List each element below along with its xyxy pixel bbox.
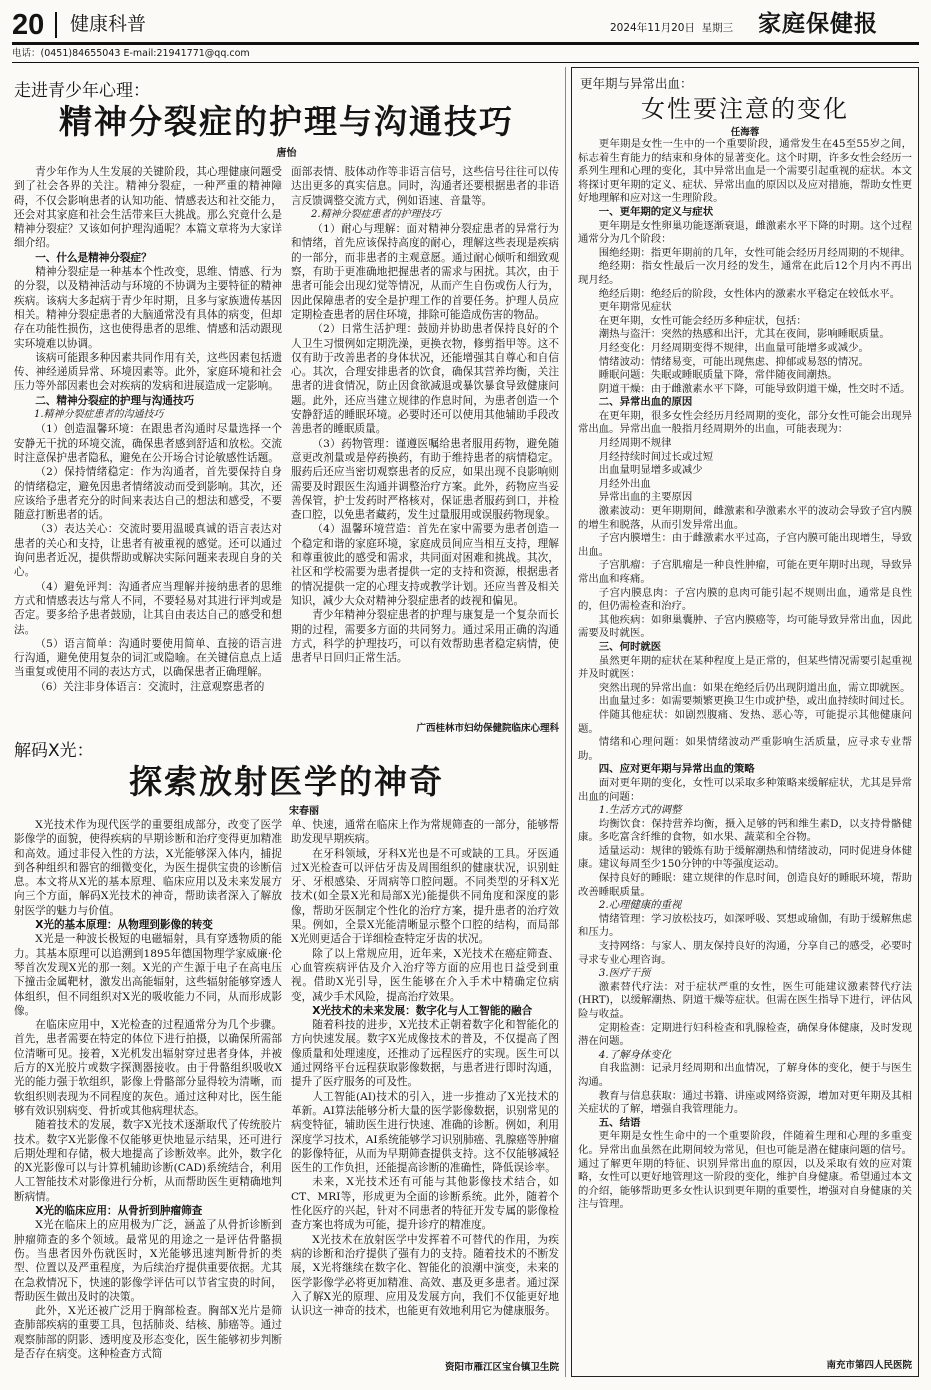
paragraph: 更年期是女性一生中的一个重要阶段，通常发生在45至55岁之间，标志着生育能力的结束和身体的显著变化。这个时期，许多女性会经历一系列生理和心理的变化，其中异常出血是一个需要引起重视的症状。本文将探讨更年期的定义、症状、异常出血的原因以及应对措施，帮助女性更好地理解和应对这一生理阶段。: [578, 138, 912, 205]
article2-title: 探索放射医学的神奇: [129, 762, 444, 801]
contact-line: 电话：(0451)84655043 E-mail:21941771@qq.com: [12, 48, 250, 59]
paragraph: 其他疾病：如卵巢囊肿、子宫内膜癌等，均可能导致异常出血，因此需要及时就医。: [578, 613, 912, 640]
paragraph-continued: 面部表情、肢体动作等非语言信号，这些信号往往可以传达出更多的真实信息。同时，沟通者还要根据患者的非语言反馈调整交流方式，例如语速、音量等。: [291, 166, 559, 207]
article2-kicker: 解码X光：: [14, 741, 94, 761]
column-divider: [565, 67, 566, 1377]
paragraph: 月经变化：月经周期变得不规律，出血量可能增多或减少。: [598, 341, 869, 354]
paragraph: 教育与信息获取：通过书籍、讲座或网络资源，增加对更年期及其相关症状的了解，增强自我管理能力。: [578, 1089, 912, 1116]
section-heading: 三、何时就医: [598, 640, 662, 653]
paragraph: X光是一种波长极短的电磁辐射，具有穿透物质的能力。其基本原理可以追溯到1895年德国物理学家威廉·伦琴首次发现X光的那一刻。X光的产生源于电子在高电压下撞击金属靶材，激发出高能辐射，这些辐射能够穿透人体组织，但不同组织对X光的吸收能力不同，从而形成影像。: [14, 933, 282, 1017]
subsection-heading: 1.生活方式的调整: [598, 804, 682, 817]
header-divider: [55, 12, 57, 38]
paragraph: 月经周期不规律: [598, 437, 672, 450]
paragraph: 出血量明显增多或减少: [598, 464, 703, 477]
paragraph: 青少年精神分裂症患者的护理与康复是一个复杂而长期的过程，需要多方面的共同努力。通过采用正确的沟通方式，科学的护理技巧，可以有效帮助患者稳定病情，使患者早日回归正常生活。: [291, 609, 559, 665]
paragraph: （6）关注非身体语言：交流时，注意观察患者的: [35, 680, 265, 693]
article2-author: 宋春丽: [289, 806, 319, 817]
paragraph: 在更年期，女性可能会经历多种症状，包括：: [598, 314, 807, 327]
paragraph: （3）表达关心：交流时要用温暖真诚的语言表达对患者的关心和支持，让患者有被重视的感觉。还可以通过询问患者近况，提供帮助或解决实际问题来表现自身的关心。: [14, 523, 282, 579]
article1-column-2: [291, 165, 559, 725]
paragraph: 支持网络：与家人、朋友保持良好的沟通，分享自己的感受，必要时寻求专业心理咨询。: [578, 940, 912, 966]
article2-source: 资阳市雁江区宝台镇卫生院: [444, 1362, 559, 1373]
article3-source: 南充市第四人民医院: [826, 1360, 912, 1371]
paragraph: 定期检查：定期进行妇科检查和乳腺检查，确保身体健康，及时发现潜在问题。: [578, 1021, 912, 1048]
paragraph: （2）日常生活护理：鼓励并协助患者保持良好的个人卫生习惯例如定期洗澡，更换衣物，修剪指甲等。这不仅有助于改善患者的身体状况，还能增强其自尊心和自信心。其次，合理安排患者的饮食，确保其营养均衡，关注患者的进食情况，防止因食欲减退或暴饮暴食导致健康问题。此外，还应当建立规律的作息时间，为患者创造一个安静舒适的睡眠环境。必要时还可以使用其他辅助手段改善患者的睡眠质量。: [291, 323, 559, 436]
paragraph: X光在临床上的应用极为广泛，涵盖了从骨折诊断到肿瘤筛查的多个领域。最常见的用途之一是评估骨骼损伤。当患者因外伤就医时，X光能够迅速判断骨折的类型、位置以及严重程度，为后续治疗提供重要依据。尤其在急救情况下，快速的影像学评估可以节省宝贵的时间，帮助医生做出及时的决策。: [14, 1219, 282, 1303]
paragraph: 该病可能跟多种因素共同作用有关，这些因素包括遗传、神经递质异常、环境因素等。此外，家庭环境和社会压力等外部因素也会对疾病的发病和进展造成一定影响。: [14, 351, 282, 393]
paragraph: 月经持续时间过长或过短: [598, 450, 714, 463]
paragraph: 面对更年期的变化，女性可以采取多种策略来缓解症状，尤其是异常出血的问题：: [578, 776, 912, 803]
section-heading: X光技术的未来发展：数字化与人工智能的融合: [312, 1004, 533, 1017]
article3-author: 任海蓉: [730, 127, 760, 138]
paragraph: （1）创造温馨环境：在跟患者沟通时尽量选择一个安静无干扰的环境交流，确保患者感到舒适和放松。交流时注意保护患者隐私，避免在公开场合讨论敏感性话题。: [14, 423, 282, 464]
section-name: 健康科普: [70, 13, 147, 35]
paragraph: （3）药物管理：谨遵医嘱给患者服用药物，避免随意更改剂量或是停药换药，有助于维持患者的病情稳定。服药后还应当密切观察患者的反应，如果出现不良影响则需要及时跟医生沟通并调整治疗方案。此外，药物应当妥善保管，护士发药时严格核对，保证患者服药到口，并检查口腔，以免患者藏药，发生过量服用或误服药物现象。: [291, 437, 559, 522]
paragraph: 围绝经期：指更年期前的几年，女性可能会经历月经周期的不规律。: [598, 246, 911, 259]
paragraph: 潮热与盗汗：突然的热感和出汗，尤其在夜间，影响睡眠质量。: [598, 328, 890, 341]
section-heading: 五、结语: [598, 1116, 641, 1129]
article1-source: 广西桂林市妇幼保健院临床心理科: [416, 723, 559, 734]
paragraph: 子宫内膜息肉：子宫内膜的息肉可能引起不规则出血，通常是良性的，但仍需检查和治疗。: [578, 586, 912, 613]
section-heading: X光的临床应用：从骨折到肿瘤筛查: [35, 1205, 203, 1218]
article3-title: 女性要注意的变化: [641, 95, 849, 123]
article2-column-1: [14, 818, 282, 1373]
section-heading: 一、什么是精神分裂症？: [35, 251, 152, 264]
paragraph-continued: 单、快速，通常在临床上作为常规筛查的一部分，能够帮助发现早期疾病。: [291, 819, 559, 846]
paragraph: X光技术在放射医学中发挥着不可替代的作用，为疾病的诊断和治疗提供了强有力的支持。随着技术的不断发展，X光将继续在数字化、智能化的浪潮中演变，未来的医学影像学必将更加精准、高效、惠及更多患者。通过深入了解X光的原理、应用及发展方向，我们不仅能更好地认识这一神奇的技术，也能更有效地利用它为健康服务。: [291, 1233, 559, 1318]
header-rule: [12, 42, 919, 45]
paragraph: 更年期是女性生命中的一个重要阶段，伴随着生理和心理的多重变化。异常出血虽然在此期间较为常见，但也可能是潜在健康问题的信号。通过了解更年期的特征、识别异常出血的原因，以及采取有效的应对策略，女性可以更好地管理这一阶段的变化，维护自身健康。希望通过本文的介绍，能够帮助更多女性认识到更年期的重要性，增强对自身健康的关注与管理。: [578, 1130, 912, 1211]
paragraph: 月经外出血: [598, 477, 651, 490]
paragraph: 保持良好的睡眠：建立规律的作息时间，创造良好的睡眠环境，帮助改善睡眠质量。: [578, 872, 912, 898]
paragraph: 均衡饮食：保持营养均衡，摄入足够的钙和维生素D，以支持骨骼健康。多吃富含纤维的食物，如水果、蔬菜和全谷物。: [578, 817, 912, 844]
section-heading: 四、应对更年期与异常出血的策略: [598, 763, 755, 776]
article1-author: 唐怡: [276, 148, 297, 159]
weekday-text: 星期三: [701, 22, 734, 34]
paragraph: 子宫肌瘤：子宫肌瘤是一种良性肿瘤，可能在更年期时出现，导致异常出血和疼痛。: [578, 559, 912, 585]
paragraph: 在更年期，很多女性会经历月经周期的变化，部分女性可能会出现异常出血。异常出血一般指月经周期外的出血，可能表现为：: [578, 409, 912, 436]
paragraph: （4）避免评判：沟通者应当理解并接纳患者的思维方式和情感表达与常人不同，不要轻易对其进行评判或是否定。要多给予患者鼓励，让其自由表达自己的感受和想法。: [14, 580, 282, 636]
paragraph: 自我监测：记录月经周期和出血情况，了解身体的变化，便于与医生沟通。: [578, 1062, 912, 1088]
paragraph: （5）语言简单：沟通时要使用简单、直接的语言进行沟通，避免使用复杂的词汇或隐喻。在关键信息点上适当重复或使用不同的表达方式，以确保患者正确理解。: [14, 637, 282, 679]
paragraph: 激素波动：更年期期间，雌激素和孕激素水平的波动会导致子宫内膜的增生和脱落，从而引发异常出血。: [578, 505, 912, 531]
paragraph: 青少年作为人生发展的关键阶段，其心理健康问题受到了社会各界的关注。精神分裂症，一种严重的精神障碍，不仅会影响患者的认知功能、情感表达和社交能力，还会对其家庭和社会生活带来巨大挑战。那么究竟什么是精神分裂症？又该如何护理沟通呢？本篇文章将为大家详细介绍。: [14, 166, 282, 250]
paragraph: 阴道干燥：由于雌激素水平下降，可能导致阴道干燥，性交时不适。: [598, 382, 911, 395]
issue-date: [610, 20, 733, 35]
paragraph: 未来，X光技术还有可能与其他影像技术结合，如CT、MRI等，形成更为全面的诊断系统。此外，随着个性化医疗的兴起，针对不同患者的特征开发专属的影像检查方案也将成为可能，提升诊疗的精准度。: [291, 1176, 559, 1232]
article1-kicker: 走进青少年心理：: [14, 81, 150, 101]
paragraph: 除了以上常规应用，近年来，X光技术在癌症筛查、心血管疾病评估及介入治疗等方面的应用也日益受到重视。借助X光引导，医生能够在介入手术中精确定位病变，减少手术风险，提高治疗效果。: [291, 947, 559, 1003]
paragraph: 激素替代疗法：对于症状严重的女性，医生可能建议激素替代疗法(HRT)，以缓解潮热、阴道干燥等症状。但需在医生指导下进行，评估风险与收益。: [578, 980, 912, 1020]
paragraph: （1）耐心与理解：面对精神分裂症患者的异常行为和情绪，首先应该保持高度的耐心，理解这些表现是疾病的一部分，而非患者的主观意愿。通过耐心倾听和细致观察，有助于更准确地把握患者的需求与困扰。其次，由于患者可能会出现幻觉等情况，从而产生自伤或伤人行为，因此保障患者的安全是护理工作的首要任务。护理人员应定期检查患者的居住环境，排除可能造成伤害的物品。: [291, 223, 559, 321]
paragraph: 异常出血的主要原因: [598, 491, 693, 504]
paragraph: 随着技术的发展，数字X光技术逐渐取代了传统胶片技术。数字X光影像不仅能够更快地显示结果，还可进行后期处理和存储，极大地提高了诊断效率。此外，数字化的X光影像可以与计算机辅助诊断(CAD)系统结合，利用人工智能技术对影像进行分析，从而帮助医生更精确地判断病情。: [14, 1119, 282, 1203]
paragraph: 精神分裂症是一种基本个性改变，思维、情感、行为的分裂，以及精神活动与环境的不协调为主要特征的精神疾病。该病大多起病于青少年时期，且多与家族遗传基因相关。精神分裂症患者的大脑通常没有具体的病变，但却存在功能性损伤，这也使得患者的思维、情感和活动跟现实环境难以协调。: [14, 266, 282, 350]
section-heading: 二、异常出血的原因: [598, 396, 693, 409]
paragraph: 适量运动：规律的锻炼有助于缓解潮热和情绪波动，同时促进身体健康。建议每周至少150分钟的中等强度运动。: [578, 844, 912, 871]
article1-title: 精神分裂症的护理与沟通技巧: [59, 102, 514, 141]
paragraph: 情绪和心理问题：如果情绪波动严重影响生活质量，应寻求专业帮助。: [578, 736, 912, 762]
section-heading: 二、精神分裂症的护理与沟通技巧: [35, 394, 195, 407]
paragraph: 人工智能(AI)技术的引入，进一步推动了X光技术的革新。AI算法能够分析大量的医学影像数据，识别常见的病变特征，辅助医生进行快速、准确的诊断。例如，利用深度学习技术，AI系统能够学习识别肺癌、乳腺癌等肿瘤的影像特征，从而为早期筛查提供支持。这不仅能够减轻医生的工作负担，还能提高诊断的准确性，降低误诊率。: [291, 1090, 559, 1175]
paragraph: （4）温馨环境营造：首先在家中需要为患者创造一个稳定和谐的家庭环境，家庭成员间应当相互支持，理解和尊重彼此的感受和需求，共同面对困难和挑战。其次，社区和学校需要为患者提供一定的支持和资源，根据患者的情况提供一定的心理支持或教学计划。还应当普及相关知识，减少大众对精神分裂症患者的歧视和偏见。: [291, 523, 559, 607]
paragraph: 在临床应用中，X光检查的过程通常分为几个步骤。首先，患者需要在特定的体位下进行拍摄，以确保所需部位清晰可见。接着，X光机发出辐射穿过患者身体，并被后方的X光胶片或数字探测器接收。由于骨骼组织吸收X光的能力强于软组织，影像上骨骼部分显得较为清晰，而软组织则表现为不同程度的灰色。通过这种对比，医生能够有效识别病变、骨折或其他病理状态。: [14, 1019, 282, 1117]
paragraph: 绝经后期：绝经后的阶段，女性体内的激素水平稳定在较低水平。: [598, 287, 901, 300]
article2-column-2: [291, 818, 559, 1356]
subsection-heading: 1.精神分裂症患者的沟通技巧: [34, 409, 164, 421]
subsection-heading: 2.精神分裂症患者的护理技巧: [311, 208, 441, 220]
paragraph: 更年期常见症状: [598, 301, 672, 314]
paragraph: 此外，X光还被广泛用于胸部检查。胸部X光片是筛查肺部疾病的重要工具，包括肺炎、结核、肺癌等。通过观察肺部的阴影、透明度及形态变化，医生能够初步判断是否存在病变。这种检查方式简: [14, 1305, 282, 1360]
paragraph: 出血量过多：如需要频繁更换卫生巾或护垫，或出血持续时间过长。: [598, 695, 911, 708]
paragraph: 突然出现的异常出血：如果在绝经后仍出现阴道出血，需立即就医。: [598, 681, 911, 694]
subsection-heading: 3.医疗干预: [598, 967, 651, 980]
date-text: 2024年11月20日: [610, 22, 695, 34]
paragraph: X光技术作为现代医学的重要组成部分，改变了医学影像学的面貌，使得疾病的早期诊断和治疗变得更加精准和高效。通过非侵入性的方法，X光能够深入体内，捕捉到各种组织和器官的细微变化，为医生提供宝贵的诊断信息。本文将从X光的基本原理、临床应用以及未来发展方向三个方面，解码X光技术的神奇，帮助读者深入了解放射医学的魅力与价值。: [14, 819, 282, 917]
paragraph: 随着科技的进步，X光技术正朝着数字化和智能化的方向快速发展。数字X光成像技术的普及，不仅提高了图像质量和处理速度，还推动了远程医疗的实现。医生可以通过网络平台远程获取影像数据，与患者进行即时沟通，提升了医疗服务的可及性。: [291, 1019, 559, 1089]
paper-name: 家庭保健报: [758, 11, 878, 37]
paragraph: 子宫内膜增生：由于雌激素水平过高，子宫内膜可能出现增生，导致出血。: [578, 532, 912, 558]
subsection-heading: 4.了解身体变化: [598, 1048, 672, 1061]
article3-body: [578, 138, 912, 1348]
article3-kicker: 更年期与异常出血：: [580, 76, 693, 91]
paragraph: 更年期是女性卵巢功能逐渐衰退，雌激素水平下降的时期。这个过程通常分为几个阶段：: [578, 219, 912, 246]
paragraph: 睡眠问题：失眠或睡眠质量下降，常伴随夜间潮热。: [598, 369, 838, 382]
paragraph: 在牙科领域，牙科X光也是不可或缺的工具。牙医通过X光检查可以评估牙齿及周围组织的健康状况，识别蛀牙、牙根感染、牙周病等口腔问题。不同类型的牙科X光技术(如全景X光和局部X光)能提供不同角度和深度的影像，帮助牙医制定个性化的治疗方案，提升患者的治疗效果。例如，全景X光能清晰显示整个口腔的结构，而局部X光则更适合于详细检查特定牙齿的状况。: [291, 847, 559, 946]
section-heading: 一、更年期的定义与症状: [598, 205, 714, 218]
page-number: 20: [12, 9, 45, 41]
subsection-heading: 2.心理健康的重视: [598, 899, 682, 912]
paragraph: 伴随其他症状：如剧烈腹痛、发热、恶心等，可能提示其他健康问题。: [578, 708, 912, 735]
paragraph: 虽然更年期的症状在某种程度上是正常的，但某些情况需要引起重视并及时就医：: [578, 654, 912, 681]
paragraph: 情绪管理：学习放松技巧，如深呼吸、冥想或瑜伽，有助于缓解焦虑和压力。: [578, 912, 912, 939]
paragraph: 绝经期：指女性最后一次月经的发生，通常在此后12个月内不再出现月经。: [578, 260, 912, 286]
contact-rule: [12, 62, 919, 63]
paragraph: （2）保持情绪稳定：作为沟通者，首先要保持自身的情绪稳定，避免因患者情绪波动而受到影响。其次，还应该给予患者充分的时间来表达自己的想法和感受，不要随意打断患者的话。: [14, 466, 282, 522]
section-heading: X光的基本原理：从物理到影像的转变: [35, 919, 213, 932]
paragraph: 情绪波动：情绪易变，可能出现焦虑、抑郁或易怒的情况。: [598, 355, 869, 368]
article1-column-1: [14, 165, 282, 725]
